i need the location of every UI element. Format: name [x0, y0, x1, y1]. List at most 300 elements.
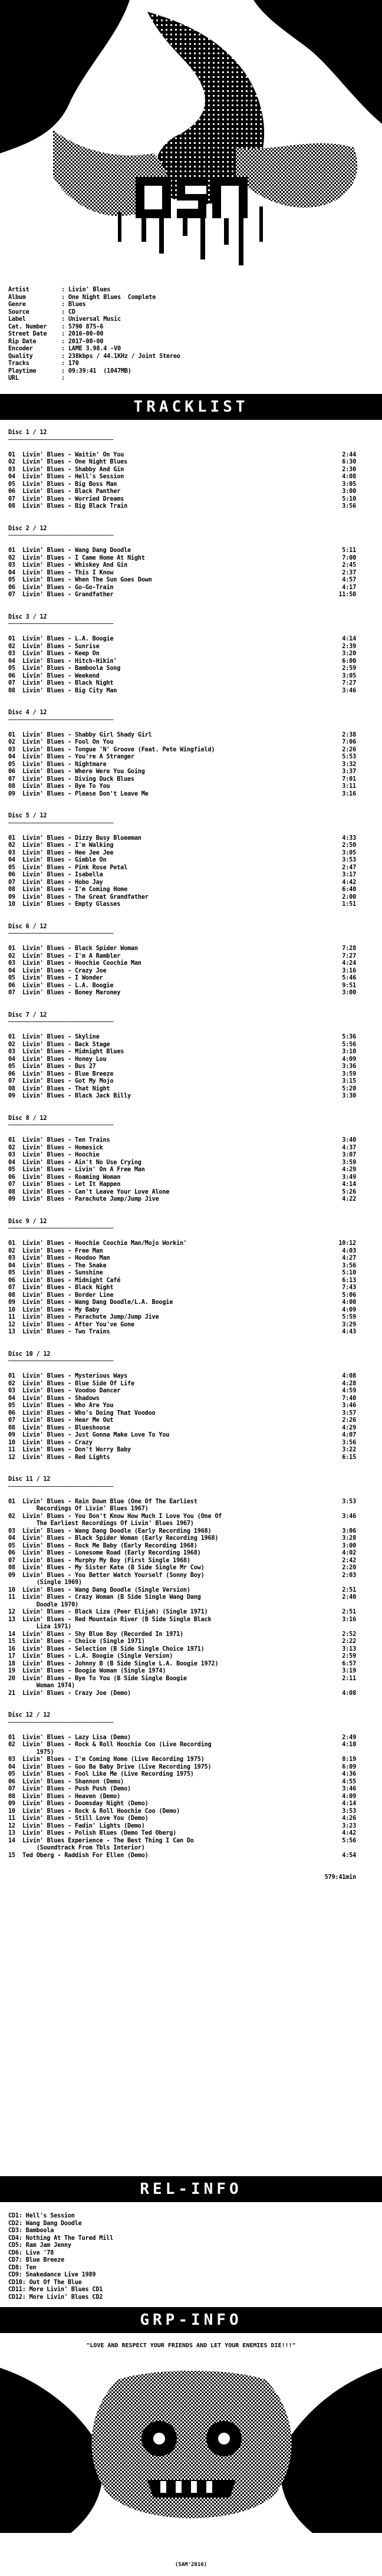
track-duration: 3:56	[342, 1439, 356, 1446]
disc-title: Disc 5 / 12	[8, 813, 47, 819]
track-row	[8, 1395, 374, 1403]
track-row	[8, 901, 374, 909]
track-number: 12	[8, 1609, 15, 1615]
track-duration: 2:42	[342, 1557, 356, 1564]
track-number: 11	[8, 1594, 15, 1601]
track-row	[8, 783, 374, 791]
track-duration: 5:56	[342, 1041, 356, 1048]
info-separator: :	[61, 367, 68, 374]
track-duration: 3:53	[342, 857, 356, 863]
track-title: Livin' Blues - Big Boss Man	[22, 481, 117, 488]
track-number: 12	[8, 1454, 15, 1461]
track-duration: 4:37	[342, 1144, 356, 1151]
relinfo-item: CD10: Out Of The Blue	[8, 2279, 82, 2286]
track-number: 16	[8, 1645, 15, 1652]
track-row	[8, 1572, 374, 1580]
track-row	[8, 1432, 374, 1440]
track-row	[8, 658, 374, 666]
track-title: 1975)	[22, 1749, 54, 1756]
track-number: 02	[8, 459, 15, 465]
track-row	[8, 1506, 374, 1513]
track-number: 01	[8, 1034, 15, 1040]
track-row	[8, 592, 374, 599]
track-row	[8, 1270, 374, 1277]
track-number: 01	[8, 834, 15, 842]
track-duration: 3:49	[342, 1174, 356, 1181]
track-number: 07	[8, 990, 15, 996]
track-number: 06	[8, 872, 15, 878]
track-number: 08	[8, 1565, 15, 1571]
track-duration: 2:22	[342, 1638, 356, 1645]
track-number: 01	[8, 1137, 15, 1144]
disc-title: Disc 10 / 12	[8, 1351, 51, 1358]
info-key: Tracks	[8, 360, 29, 367]
relinfo-item: CD4: Nothing At The Tured Mill	[8, 2235, 114, 2242]
spacer	[8, 1727, 374, 1734]
track-number: 06	[8, 672, 15, 679]
track-number: 04	[8, 754, 15, 760]
track-row	[8, 1594, 374, 1602]
track-title: Livin' Blues - Go-Go-Train	[22, 584, 114, 591]
total-playtime: 579:41min	[324, 1874, 356, 1881]
track-title: Livin' Blues - You're A Stranger	[22, 754, 134, 760]
track-row	[8, 1587, 374, 1595]
info-separator: :	[61, 301, 68, 308]
disc-title: Disc 6 / 12	[8, 923, 47, 930]
track-duration: 2:51	[342, 1609, 356, 1615]
track-number: 13	[8, 1616, 15, 1623]
track-duration: 3:23	[342, 1822, 356, 1829]
track-duration: 3:30	[342, 1093, 356, 1099]
spacer	[8, 1366, 374, 1374]
info-value: Universal Music	[68, 316, 121, 323]
track-row	[8, 1167, 374, 1174]
track-title: Livin' Blues - Homesick	[22, 1144, 103, 1151]
track-row	[8, 1447, 374, 1454]
relinfo-item: CD7: Blue Breeze	[8, 2257, 64, 2263]
track-title: Livin' Blues - Roaming Woman	[22, 1174, 121, 1181]
disc-rule: ──────────────────────────────	[8, 1122, 114, 1129]
track-row	[8, 1381, 374, 1388]
track-title: Livin' Blues - One Night Blues	[22, 459, 128, 465]
track-title: Livin' Blues - Got My Mojo	[22, 1078, 114, 1085]
track-number: 01	[8, 636, 15, 642]
track-title: Livin' Blues - Black Spider Woman (Early Recording 1968)	[22, 1535, 219, 1542]
track-duration: 2:47	[342, 864, 356, 871]
spacer	[8, 1469, 374, 1477]
spacer	[8, 518, 374, 525]
track-title: Livin' Blues - Hoochie Coochie Man	[22, 960, 141, 967]
track-row	[8, 747, 374, 754]
track-number: 01	[8, 547, 15, 554]
info-separator: :	[61, 331, 68, 337]
track-number: 11	[8, 1815, 15, 1822]
spacer	[8, 1130, 374, 1138]
track-title: Livin' Blues - Please Don't Leave Me	[22, 790, 149, 797]
track-duration: 4:33	[342, 834, 356, 842]
track-title: Livin' Blues - Crazy Joe (Demo)	[22, 1690, 131, 1697]
track-title: Livin' Blues - Two Trains	[22, 1329, 110, 1335]
track-title: Livin' Blues - Murphy My Boy (First Single 1968)	[22, 1557, 190, 1564]
track-title: Livin' Blues - Honey Lou	[22, 1056, 107, 1063]
track-number: 08	[8, 1424, 15, 1431]
track-duration: 3:40	[342, 1137, 356, 1144]
track-title: Livin' Blues - Border Line	[22, 1292, 114, 1299]
track-title: Livin' Blues - Dizzy Busy Blueeman	[22, 834, 141, 842]
track-number: 10	[8, 1808, 15, 1815]
track-row	[8, 1653, 374, 1661]
track-title: Livin' Blues - Keep On	[22, 650, 100, 657]
disc-rule: ──────────────────────────────	[8, 717, 114, 724]
track-title: Livin' Blues - Nightmare	[22, 761, 107, 768]
track-duration: 4:36	[342, 1771, 356, 1777]
track-row	[8, 857, 374, 865]
track-row	[8, 1499, 374, 1506]
track-title: Livin' Blues - Weekend	[22, 672, 100, 679]
track-number: 03	[8, 1049, 15, 1055]
track-row	[8, 865, 374, 872]
track-title: Livin' Blues - Free Man	[22, 1247, 103, 1254]
info-value: 2016-00-00	[68, 331, 104, 337]
track-row	[8, 1631, 374, 1639]
track-title: Livin' Blues - Sunrise	[22, 643, 100, 650]
track-duration: 3:46	[342, 1402, 356, 1409]
track-duration: 6:57	[342, 1660, 356, 1667]
track-number: 02	[8, 739, 15, 745]
track-duration: 3:11	[342, 783, 356, 790]
info-row	[8, 375, 374, 383]
track-duration: 3:28	[342, 1535, 356, 1542]
track-title: Livin' Blues - Ten Trains	[22, 1137, 110, 1144]
track-number: 04	[8, 1159, 15, 1166]
track-duration: 4:17	[342, 584, 356, 591]
track-title: Livin' Blues - Wang Dang Doodle	[22, 547, 131, 554]
spacer	[8, 1204, 374, 1211]
track-number: 02	[8, 1041, 15, 1048]
track-row	[8, 850, 374, 857]
track-title: Livin' Blues - You Better Watch Yourself (Sonny Boy)	[22, 1572, 205, 1579]
track-duration: 6:40	[342, 886, 356, 893]
track-row	[8, 1793, 374, 1801]
track-number: 08	[8, 503, 15, 510]
spacer	[8, 702, 374, 710]
track-number: 04	[8, 569, 15, 576]
spacer	[8, 806, 374, 813]
track-title: Livin' Blues - Bye To You	[22, 783, 110, 790]
track-number: 11	[8, 1447, 15, 1453]
track-title: Livin' Blues - Shabby Girl Shady Girl	[22, 731, 152, 738]
track-title: Livin' Blues - Tongue 'N' Groove (Feat. Pete Wingfield)	[22, 746, 215, 753]
track-title: Livin' Blues - Doomsday Night (Demo)	[22, 1800, 149, 1807]
track-row	[8, 503, 374, 511]
info-row	[8, 346, 374, 353]
track-duration: 3:05	[342, 672, 356, 679]
track-number: 05	[8, 761, 15, 768]
track-row	[8, 1616, 374, 1624]
track-title: Livin' Blues - Choice (Single 1971)	[22, 1638, 145, 1645]
track-duration: 7:27	[342, 952, 356, 960]
track-row	[8, 879, 374, 887]
track-title: Livin' Blues - Heaven (Demo)	[22, 1793, 121, 1800]
track-duration: 7:27	[342, 680, 356, 686]
info-separator: :	[61, 375, 68, 382]
track-title: Livin' Blues - Polish Blues (Demo Ted Oberg)	[22, 1830, 177, 1836]
track-duration: 4:43	[342, 1329, 356, 1335]
disc-title: Disc 12 / 12	[8, 1712, 51, 1719]
track-title: Ted Oberg - Raddish For Ellen (Demo)	[22, 1852, 149, 1859]
track-duration: 3:16	[342, 967, 356, 974]
disc-rule: ──────────────────────────────	[8, 621, 114, 627]
track-number: 10	[8, 1306, 15, 1313]
track-title: Livin' Blues - Rock & Roll Hoochie Coo (Live Recording	[22, 1742, 212, 1748]
track-duration: 3:07	[342, 1152, 356, 1158]
track-row	[8, 1565, 374, 1572]
track-title: Livin' Blues - Hell's Session	[22, 474, 124, 480]
track-duration: 3:57	[342, 1409, 356, 1417]
track-row	[8, 1181, 374, 1189]
track-duration: 3:13	[342, 1645, 356, 1652]
track-duration: 8:19	[342, 1756, 356, 1763]
relinfo-item: CD3: Bamboola	[8, 2227, 54, 2234]
track-row	[8, 1852, 374, 1860]
track-row	[8, 1137, 374, 1145]
track-number: 05	[8, 1270, 15, 1276]
disc-title: Disc 2 / 12	[8, 525, 47, 532]
track-title: Livin' Blues - Hoodoo Man	[22, 1255, 110, 1261]
track-duration: 7:01	[342, 776, 356, 783]
track-duration: 4:22	[342, 1196, 356, 1202]
track-duration: 2:40	[342, 1594, 356, 1601]
track-title: Livin' Blues - Lonesome Road (Early Recording 1968)	[22, 1550, 201, 1556]
track-title: Livin' Blues - Parachute Jump/Jump Jive	[22, 1196, 159, 1202]
track-duration: 4:26	[342, 1815, 356, 1822]
track-title: Livin' Blues - Don't Worry Baby	[22, 1447, 131, 1453]
track-number: 15	[8, 1638, 15, 1645]
track-duration: 3:22	[342, 1447, 356, 1453]
track-title: Livin' Blues - I'm Coming Home	[22, 886, 128, 893]
spacer	[8, 997, 374, 1005]
track-duration: 3:00	[342, 990, 356, 996]
track-row	[8, 1425, 374, 1432]
track-duration: 2:59	[342, 665, 356, 672]
track-title: Livin' Blues - Blueshouse	[22, 1424, 110, 1431]
track-number: 07	[8, 1557, 15, 1564]
track-row	[8, 1277, 374, 1285]
info-row	[8, 331, 374, 339]
spacer	[8, 938, 374, 946]
info-row	[8, 301, 374, 309]
track-duration: 4:02	[342, 1550, 356, 1556]
track-row	[8, 1322, 374, 1329]
spacer	[8, 798, 374, 806]
track-duration: 3:00	[342, 488, 356, 495]
track-title: Livin' Blues - Red Mountain River (B Side Single Black	[22, 1616, 212, 1623]
track-title: Livin' Blues - Fadin' Lights (Demo)	[22, 1822, 145, 1829]
group-quote: "LOVE AND RESPECT YOUR FRIENDS AND LET YOUR ENEMIES DIE!!!"	[86, 2342, 296, 2349]
track-duration: 5:26	[342, 1188, 356, 1195]
track-number: 11	[8, 1314, 15, 1320]
track-title: Livin' Blues - Rain Down Blue (One Of The Earliest	[22, 1498, 197, 1505]
track-row	[8, 894, 374, 902]
track-title: Livin' Blues - Who Are You	[22, 1402, 114, 1409]
track-number: 04	[8, 474, 15, 480]
track-duration: 5:20	[342, 1085, 356, 1092]
track-title: Livin' Blues - Bamboola Song	[22, 665, 121, 672]
track-number: 03	[8, 562, 15, 569]
track-duration: 3:53	[342, 1498, 356, 1505]
info-value: 170	[68, 360, 79, 367]
track-duration: 5:10	[342, 1270, 356, 1276]
track-row	[8, 673, 374, 681]
track-row	[8, 650, 374, 658]
track-title: Livin' Blues Experience - The Best Thing I Can Do	[22, 1837, 194, 1844]
disc-rule: ──────────────────────────────	[8, 1483, 114, 1490]
relinfo-item: CD8: Ten	[8, 2264, 37, 2271]
track-title: Livin' Blues - Mysterious Ways	[22, 1373, 128, 1379]
track-row	[8, 968, 374, 975]
track-duration: 4:14	[342, 636, 356, 642]
spacer	[8, 511, 374, 518]
track-duration: 2:59	[342, 1653, 356, 1660]
track-title: Livin' Blues - Livin' On A Free Man	[22, 1167, 145, 1173]
track-row	[8, 1543, 374, 1550]
info-key: Source	[8, 308, 29, 316]
track-row	[8, 481, 374, 489]
spacer	[8, 1027, 374, 1034]
info-row	[8, 360, 374, 368]
info-separator: :	[61, 346, 68, 352]
track-row	[8, 1041, 374, 1049]
spacer	[8, 1491, 374, 1499]
track-duration: 4:08	[342, 1690, 356, 1697]
spacer	[8, 1336, 374, 1344]
track-duration: 3:06	[342, 1527, 356, 1535]
track-row	[8, 1838, 374, 1845]
track-row	[8, 643, 374, 651]
track-title: Livin' Blues - Empty Glasses	[22, 901, 121, 908]
track-duration: 6:30	[342, 459, 356, 465]
info-value: 2017-00-00	[68, 338, 104, 345]
track-title: Livin' Blues - Wang Dang Doodle/L.A. Boogie	[22, 1299, 173, 1306]
track-title: Livin' Blues - I'm A Rambler	[22, 952, 121, 960]
info-separator: :	[61, 323, 68, 330]
track-row	[8, 665, 374, 673]
track-number: 07	[8, 1417, 15, 1424]
track-number: 07	[8, 1181, 15, 1188]
track-duration: 11:50	[338, 592, 356, 598]
track-duration: 3:59	[342, 1159, 356, 1166]
track-duration: 9:51	[342, 982, 356, 989]
track-title: Livin' Blues - This I Know	[22, 569, 114, 576]
track-row	[8, 1800, 374, 1808]
track-title: Livin' Blues - Ain't No Use Crying	[22, 1159, 141, 1166]
track-duration: 2:11	[342, 1675, 356, 1682]
track-number: 02	[8, 1144, 15, 1151]
track-number: 02	[8, 643, 15, 650]
track-row	[8, 1417, 374, 1425]
track-row	[8, 1609, 374, 1616]
track-title: Livin' Blues - Big Black Train	[22, 503, 128, 510]
track-row	[8, 1558, 374, 1565]
release-info	[8, 287, 374, 383]
track-duration: 4:55	[342, 1778, 356, 1785]
track-duration: 5:56	[342, 1837, 356, 1844]
disc-title: Disc 4 / 12	[8, 709, 47, 716]
track-title: Livin' Blues - Black Panther	[22, 488, 121, 495]
track-duration: 7:06	[342, 739, 356, 745]
track-title: Livin' Blues - My Sister Kate (B Side Single Mr Cow)	[22, 1565, 205, 1571]
track-title: Livin' Blues - Waitin' On You	[22, 451, 124, 458]
track-duration: 3:59	[342, 1070, 356, 1077]
spacer	[8, 1108, 374, 1115]
track-row	[8, 872, 374, 879]
track-number: 06	[8, 1070, 15, 1077]
track-row	[8, 474, 374, 481]
track-title: Woman 1974)	[22, 1683, 75, 1689]
track-title: Livin' Blues - Voodoo Dancer	[22, 1388, 121, 1394]
track-title: Livin' Blues - Gimble On	[22, 857, 107, 863]
track-row	[8, 945, 374, 953]
track-title: Livin' Blues - The Snake	[22, 1262, 107, 1269]
track-row	[8, 1690, 374, 1698]
track-duration: 3:29	[342, 1321, 356, 1328]
track-title: Livin' Blues - Back Stage	[22, 1041, 110, 1048]
track-row	[8, 1174, 374, 1182]
track-number: 09	[8, 893, 15, 901]
track-title: Livin' Blues - Johnny B (B Side Single L.A. Boogie 1972)	[22, 1660, 219, 1667]
info-separator: :	[61, 316, 68, 323]
track-duration: 5:06	[342, 1292, 356, 1299]
track-title: Livin' Blues - Isabella	[22, 872, 103, 878]
info-value: 5790 875-6	[68, 323, 104, 330]
track-row	[8, 835, 374, 843]
track-number: 05	[8, 577, 15, 583]
track-duration: 2:44	[342, 451, 356, 458]
track-duration: 6:13	[342, 1277, 356, 1284]
track-number: 05	[8, 975, 15, 981]
track-row	[8, 791, 374, 799]
track-duration: 4:57	[342, 577, 356, 583]
track-title: Livin' Blues - Just Gonna Make Love To You	[22, 1432, 170, 1438]
track-duration: 4:14	[342, 1181, 356, 1188]
track-number: 06	[8, 1174, 15, 1181]
relinfo-banner-title: REL-INFO	[140, 2180, 242, 2198]
track-duration: 5:10	[342, 495, 356, 502]
spacer	[8, 599, 374, 607]
track-number: 05	[8, 1063, 15, 1070]
track-number: 04	[8, 1262, 15, 1269]
track-title: Livin' Blues - I'm Coming Home (Live Recording 1975)	[22, 1756, 205, 1763]
track-row	[8, 1078, 374, 1086]
track-row	[8, 584, 374, 592]
track-duration: 4:28	[342, 1380, 356, 1387]
track-row	[8, 1159, 374, 1167]
relinfo-item: CD6: Live '78	[8, 2249, 54, 2256]
track-duration: 10:12	[338, 1240, 356, 1247]
info-row	[8, 309, 374, 317]
track-title: Livin' Blues - Boney Maroney	[22, 990, 121, 996]
track-row	[8, 1823, 374, 1831]
info-key: Street Date	[8, 331, 47, 337]
track-number: 09	[8, 1432, 15, 1438]
track-title: Livin' Blues - Skyline	[22, 1034, 100, 1040]
track-title: Livin' Blues - Let It Happen	[22, 1181, 121, 1188]
track-title: (Single 1969)	[22, 1579, 82, 1586]
track-duration: 4:07	[342, 1432, 356, 1438]
track-number: 06	[8, 1550, 15, 1556]
spacer	[8, 1100, 374, 1108]
track-number: 04	[8, 1395, 15, 1402]
